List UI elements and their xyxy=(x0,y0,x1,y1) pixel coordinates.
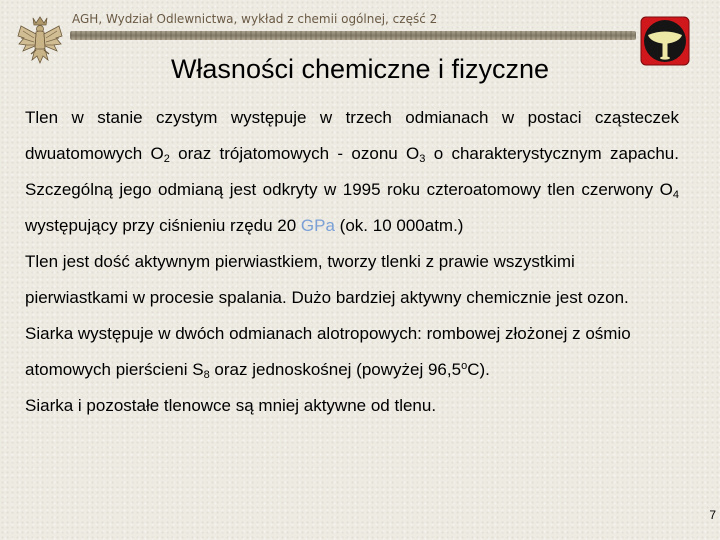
paragraph-oxygen-forms: Tlen w stanie czystym występuje w trzech odmianach w postaci cząsteczek dwuatomowych $O_2$ oraz trójatomowych - ozonu $O_3$ o charakterystycznym zapachu. Szczególną jego odmianą jest odkryty w 1995 roku czteroatomowy tlen czerwony $O_4$ występujący przy ciśnieniu rzędu 20 GPa (ok. 10 000atm.) xyxy=(25,108,679,235)
foundry-ladle-emblem-icon xyxy=(640,16,690,66)
header-text: AGH, Wydział Odlewnictwa, wykład z chemii ogólnej, część 2 xyxy=(72,12,438,26)
paragraph-oxygen-activity: Tlen jest dość aktywnym pierwiastkiem, tworzy tlenki z prawie wszystkimi pierwiastkami w procesie spalania. Dużo bardziej aktywny chemicznie jest ozon. xyxy=(25,252,629,307)
gpa-link[interactable]: GPa xyxy=(300,216,335,235)
header-divider xyxy=(70,31,636,40)
paragraph-sulfur-activity: Siarka i pozostałe tlenowce są mniej aktywne od tlenu. xyxy=(25,396,437,415)
paragraph-sulfur-forms: Siarka występuje w dwóch odmianach alotropowych: rombowej złożonej z ośmio atomowych pierścieni $S_8$ oraz jednoskośnej (powyżej 96,5$^o$C). xyxy=(25,324,631,381)
page-title: Własności chemiczne i fizyczne xyxy=(170,54,550,84)
eagle-emblem-icon xyxy=(15,14,65,68)
body-text xyxy=(25,100,679,424)
page-number: 7 xyxy=(709,508,716,522)
